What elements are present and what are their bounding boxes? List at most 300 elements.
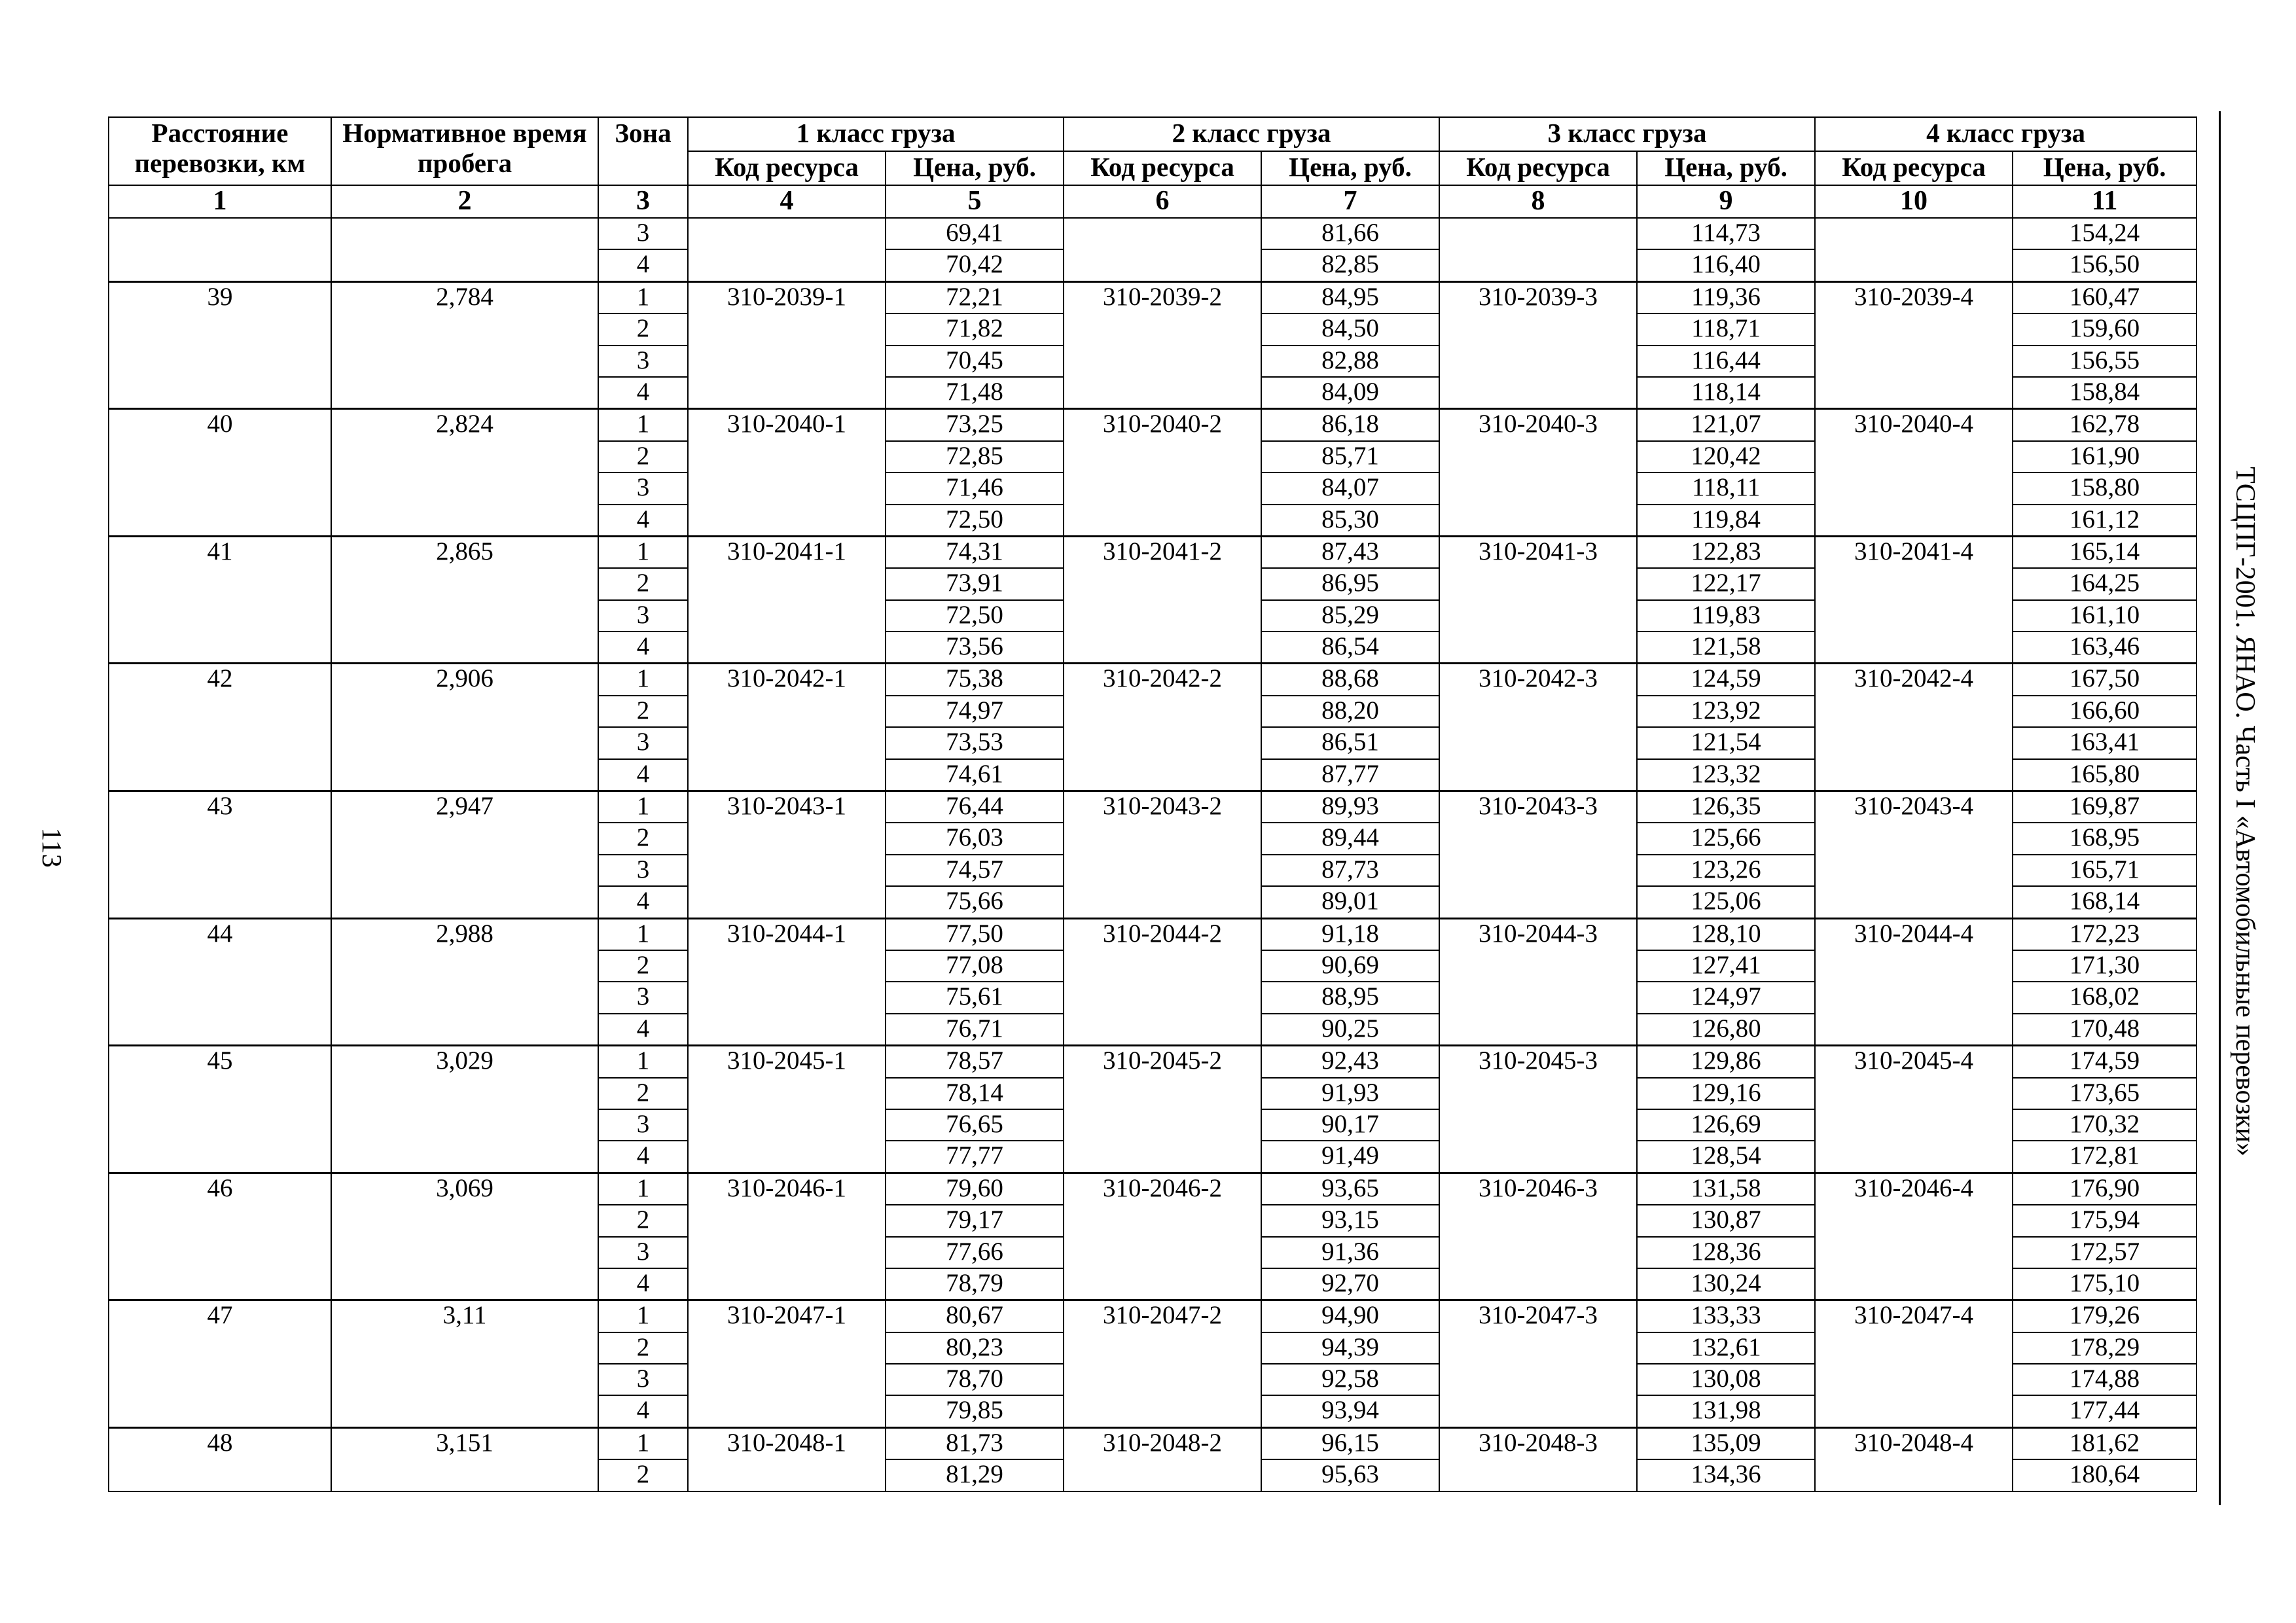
table-body (109, 218, 2197, 1491)
price-cell: 71,82 (886, 313, 1064, 345)
column-number-row (109, 185, 2197, 218)
time-cell: 2,988 (331, 918, 598, 1046)
table-header (109, 117, 2197, 218)
price-cell: 74,57 (886, 855, 1064, 886)
resource-code-cell: 310-2046-4 (1815, 1173, 2013, 1300)
code-cell (1815, 218, 2013, 281)
price-cell: 73,56 (886, 632, 1064, 664)
distance-cell: 46 (109, 1173, 331, 1300)
resource-code-cell: 310-2045-1 (688, 1046, 886, 1173)
zone-cell: 3 (598, 1237, 688, 1268)
price-cell: 126,35 (1637, 791, 1815, 823)
price-cell: 165,14 (2013, 536, 2197, 568)
zone-cell: 1 (598, 918, 688, 950)
distance-cell: 40 (109, 409, 331, 537)
price-cell: 124,97 (1637, 982, 1815, 1013)
table-row (109, 664, 2197, 696)
price-cell: 75,38 (886, 664, 1064, 696)
price-cell: 174,88 (2013, 1364, 2197, 1395)
time-cell: 3,069 (331, 1173, 598, 1300)
price-cell: 170,32 (2013, 1109, 2197, 1141)
price-cell: 70,42 (886, 249, 1064, 281)
zone-cell: 4 (598, 632, 688, 664)
distance-cell: 41 (109, 536, 331, 664)
price-cell: 79,17 (886, 1205, 1064, 1236)
price-cell: 130,87 (1637, 1205, 1815, 1236)
header-class-4: 4 класс груза (1815, 117, 2197, 151)
resource-code-cell: 310-2045-3 (1439, 1046, 1637, 1173)
distance-cell: 45 (109, 1046, 331, 1173)
zone-cell: 4 (598, 1141, 688, 1173)
header-code: Код ресурса (1815, 151, 2013, 185)
price-cell: 165,80 (2013, 759, 2197, 791)
distance-cell: 47 (109, 1300, 331, 1428)
price-cell: 180,64 (2013, 1459, 2197, 1491)
price-cell: 134,36 (1637, 1459, 1815, 1491)
time-cell: 2,824 (331, 409, 598, 537)
price-cell: 116,44 (1637, 346, 1815, 377)
distance-cell: 43 (109, 791, 331, 919)
price-cell: 126,80 (1637, 1014, 1815, 1046)
price-cell: 93,94 (1261, 1395, 1439, 1427)
price-cell: 82,85 (1261, 249, 1439, 281)
time-cell (331, 218, 598, 281)
zone-cell: 1 (598, 664, 688, 696)
table-row (109, 409, 2197, 441)
code-cell (1439, 218, 1637, 281)
price-cell: 123,92 (1637, 696, 1815, 727)
price-cell: 81,29 (886, 1459, 1064, 1491)
zone-cell: 2 (598, 823, 688, 854)
price-cell: 167,50 (2013, 664, 2197, 696)
price-cell: 119,83 (1637, 600, 1815, 632)
zone-cell: 2 (598, 1078, 688, 1109)
zone-cell: 3 (598, 473, 688, 504)
side-divider-line (2219, 111, 2221, 1505)
price-cell: 129,86 (1637, 1046, 1815, 1078)
price-cell: 71,46 (886, 473, 1064, 504)
price-cell: 170,48 (2013, 1014, 2197, 1046)
resource-code-cell: 310-2041-1 (688, 536, 886, 664)
price-cell: 86,51 (1261, 727, 1439, 758)
resource-code-cell: 310-2043-4 (1815, 791, 2013, 919)
resource-code-cell: 310-2047-3 (1439, 1300, 1637, 1428)
price-cell: 93,15 (1261, 1205, 1439, 1236)
header-class-2: 2 класс груза (1064, 117, 1439, 151)
zone-cell: 1 (598, 1300, 688, 1332)
price-cell: 90,17 (1261, 1109, 1439, 1141)
price-cell: 172,23 (2013, 918, 2197, 950)
resource-code-cell: 310-2046-3 (1439, 1173, 1637, 1300)
price-cell: 118,14 (1637, 377, 1815, 409)
price-cell: 165,71 (2013, 855, 2197, 886)
price-cell: 90,69 (1261, 950, 1439, 982)
resource-code-cell: 310-2044-3 (1439, 918, 1637, 1046)
zone-cell: 2 (598, 568, 688, 599)
price-cell: 163,46 (2013, 632, 2197, 664)
price-cell: 89,93 (1261, 791, 1439, 823)
header-zone: Зона (598, 117, 688, 185)
price-cell: 81,66 (1261, 218, 1439, 249)
zone-cell: 2 (598, 1459, 688, 1491)
price-cell: 87,43 (1261, 536, 1439, 568)
price-cell: 176,90 (2013, 1173, 2197, 1205)
column-number: 9 (1637, 185, 1815, 218)
time-cell: 3,151 (331, 1427, 598, 1491)
page-number: 113 (36, 827, 66, 868)
code-cell (1064, 218, 1261, 281)
resource-code-cell: 310-2047-2 (1064, 1300, 1261, 1428)
resource-code-cell: 310-2048-3 (1439, 1427, 1637, 1491)
price-cell: 175,94 (2013, 1205, 2197, 1236)
time-cell: 3,11 (331, 1300, 598, 1428)
price-cell: 88,95 (1261, 982, 1439, 1013)
time-cell: 2,906 (331, 664, 598, 791)
price-cell: 95,63 (1261, 1459, 1439, 1491)
price-cell: 90,25 (1261, 1014, 1439, 1046)
table-row (109, 791, 2197, 823)
price-cell: 84,95 (1261, 281, 1439, 313)
price-cell: 71,48 (886, 377, 1064, 409)
price-cell: 130,08 (1637, 1364, 1815, 1395)
price-cell: 89,01 (1261, 886, 1439, 918)
price-cell: 164,25 (2013, 568, 2197, 599)
resource-code-cell: 310-2041-3 (1439, 536, 1637, 664)
price-cell: 161,10 (2013, 600, 2197, 632)
resource-code-cell: 310-2044-2 (1064, 918, 1261, 1046)
zone-cell: 3 (598, 855, 688, 886)
zone-cell: 2 (598, 950, 688, 982)
price-cell: 174,59 (2013, 1046, 2197, 1078)
price-cell: 76,71 (886, 1014, 1064, 1046)
price-cell: 85,30 (1261, 505, 1439, 537)
price-cell: 121,58 (1637, 632, 1815, 664)
price-cell: 128,54 (1637, 1141, 1815, 1173)
table-row (109, 1427, 2197, 1459)
table-row (109, 281, 2197, 313)
price-cell: 120,42 (1637, 441, 1815, 473)
price-cell: 82,88 (1261, 346, 1439, 377)
price-cell: 114,73 (1637, 218, 1815, 249)
resource-code-cell: 310-2040-3 (1439, 409, 1637, 537)
zone-cell: 1 (598, 1046, 688, 1078)
zone-cell: 2 (598, 441, 688, 473)
price-cell: 73,91 (886, 568, 1064, 599)
zone-cell: 1 (598, 536, 688, 568)
price-cell: 69,41 (886, 218, 1064, 249)
price-cell: 118,11 (1637, 473, 1815, 504)
time-cell: 2,865 (331, 536, 598, 664)
price-cell: 81,73 (886, 1427, 1064, 1459)
price-cell: 125,06 (1637, 886, 1815, 918)
column-number: 8 (1439, 185, 1637, 218)
zone-cell: 1 (598, 281, 688, 313)
resource-code-cell: 310-2045-4 (1815, 1046, 2013, 1173)
price-cell: 172,81 (2013, 1141, 2197, 1173)
price-cell: 132,61 (1637, 1332, 1815, 1364)
price-cell: 163,41 (2013, 727, 2197, 758)
price-cell: 80,67 (886, 1300, 1064, 1332)
price-cell: 92,43 (1261, 1046, 1439, 1078)
price-cell: 168,02 (2013, 982, 2197, 1013)
price-cell: 75,61 (886, 982, 1064, 1013)
header-price: Цена, руб. (886, 151, 1064, 185)
resource-code-cell: 310-2040-4 (1815, 409, 2013, 537)
price-cell: 72,21 (886, 281, 1064, 313)
price-cell: 181,62 (2013, 1427, 2197, 1459)
table-row (109, 1300, 2197, 1332)
column-number: 2 (331, 185, 598, 218)
document-side-title: ТСЦПГ-2001. ЯНАО. Часть I «Автомобильные перевозки» (2230, 467, 2260, 1156)
distance-cell: 39 (109, 281, 331, 409)
table-row (109, 918, 2197, 950)
price-cell: 179,26 (2013, 1300, 2197, 1332)
column-number: 7 (1261, 185, 1439, 218)
table-row (109, 1173, 2197, 1205)
time-cell: 3,029 (331, 1046, 598, 1173)
price-cell: 94,90 (1261, 1300, 1439, 1332)
column-number: 11 (2013, 185, 2197, 218)
resource-code-cell: 310-2040-1 (688, 409, 886, 537)
price-cell: 74,31 (886, 536, 1064, 568)
price-cell: 126,69 (1637, 1109, 1815, 1141)
zone-cell: 3 (598, 346, 688, 377)
header-distance: Расстояние перевозки, км (109, 117, 331, 185)
price-cell: 123,26 (1637, 855, 1815, 886)
column-number: 3 (598, 185, 688, 218)
price-cell: 86,18 (1261, 409, 1439, 441)
table-row (109, 218, 2197, 249)
zone-cell: 4 (598, 377, 688, 409)
zone-cell: 3 (598, 727, 688, 758)
zone-cell: 2 (598, 696, 688, 727)
price-cell: 91,49 (1261, 1141, 1439, 1173)
header-class-1: 1 класс груза (688, 117, 1064, 151)
price-cell: 166,60 (2013, 696, 2197, 727)
table-row (109, 1046, 2197, 1078)
zone-cell: 4 (598, 886, 688, 918)
zone-cell: 3 (598, 1364, 688, 1395)
zone-cell: 4 (598, 1268, 688, 1300)
price-cell: 84,07 (1261, 473, 1439, 504)
resource-code-cell: 310-2046-2 (1064, 1173, 1261, 1300)
time-cell: 2,784 (331, 281, 598, 409)
resource-code-cell: 310-2048-1 (688, 1427, 886, 1491)
price-cell: 118,71 (1637, 313, 1815, 345)
price-cell: 78,79 (886, 1268, 1064, 1300)
zone-cell: 1 (598, 409, 688, 441)
zone-cell: 1 (598, 1427, 688, 1459)
resource-code-cell: 310-2039-2 (1064, 281, 1261, 409)
price-cell: 78,70 (886, 1364, 1064, 1395)
column-number: 5 (886, 185, 1064, 218)
price-cell: 72,50 (886, 505, 1064, 537)
price-cell: 80,23 (886, 1332, 1064, 1364)
zone-cell: 1 (598, 1173, 688, 1205)
zone-cell: 4 (598, 249, 688, 281)
price-cell: 85,71 (1261, 441, 1439, 473)
header-code: Код ресурса (1064, 151, 1261, 185)
price-cell: 156,50 (2013, 249, 2197, 281)
price-cell: 168,95 (2013, 823, 2197, 854)
price-cell: 173,65 (2013, 1078, 2197, 1109)
resource-code-cell: 310-2048-4 (1815, 1427, 2013, 1491)
resource-code-cell: 310-2047-1 (688, 1300, 886, 1428)
resource-code-cell: 310-2047-4 (1815, 1300, 2013, 1428)
resource-code-cell: 310-2044-4 (1815, 918, 2013, 1046)
resource-code-cell: 310-2042-3 (1439, 664, 1637, 791)
price-cell: 76,65 (886, 1109, 1064, 1141)
price-cell: 131,58 (1637, 1173, 1815, 1205)
price-cell: 123,32 (1637, 759, 1815, 791)
resource-code-cell: 310-2048-2 (1064, 1427, 1261, 1491)
header-time: Нормативное время пробега (331, 117, 598, 185)
resource-code-cell: 310-2046-1 (688, 1173, 886, 1300)
price-cell: 91,36 (1261, 1237, 1439, 1268)
resource-code-cell: 310-2040-2 (1064, 409, 1261, 537)
zone-cell: 2 (598, 1332, 688, 1364)
distance-cell (109, 218, 331, 281)
resource-code-cell: 310-2044-1 (688, 918, 886, 1046)
distance-cell: 48 (109, 1427, 331, 1491)
zone-cell: 4 (598, 759, 688, 791)
header-code: Код ресурса (688, 151, 886, 185)
resource-code-cell: 310-2043-3 (1439, 791, 1637, 919)
header-price: Цена, руб. (2013, 151, 2197, 185)
price-cell: 91,18 (1261, 918, 1439, 950)
price-cell: 92,58 (1261, 1364, 1439, 1395)
price-cell: 77,08 (886, 950, 1064, 982)
price-cell: 79,60 (886, 1173, 1064, 1205)
price-cell: 75,66 (886, 886, 1064, 918)
price-cell: 161,90 (2013, 441, 2197, 473)
price-cell: 121,54 (1637, 727, 1815, 758)
resource-code-cell: 310-2039-4 (1815, 281, 2013, 409)
price-cell: 116,40 (1637, 249, 1815, 281)
zone-cell: 2 (598, 313, 688, 345)
zone-cell: 4 (598, 1395, 688, 1427)
price-cell: 96,15 (1261, 1427, 1439, 1459)
price-cell: 73,53 (886, 727, 1064, 758)
price-cell: 89,44 (1261, 823, 1439, 854)
price-cell: 77,77 (886, 1141, 1064, 1173)
header-class-3: 3 класс груза (1439, 117, 1815, 151)
distance-cell: 42 (109, 664, 331, 791)
price-cell: 74,61 (886, 759, 1064, 791)
price-cell: 128,36 (1637, 1237, 1815, 1268)
tariff-table (108, 116, 2197, 1492)
header-code: Код ресурса (1439, 151, 1637, 185)
price-cell: 77,66 (886, 1237, 1064, 1268)
zone-cell: 3 (598, 218, 688, 249)
price-cell: 122,17 (1637, 568, 1815, 599)
zone-cell: 3 (598, 1109, 688, 1141)
column-number: 1 (109, 185, 331, 218)
resource-code-cell: 310-2045-2 (1064, 1046, 1261, 1173)
price-cell: 125,66 (1637, 823, 1815, 854)
price-cell: 73,25 (886, 409, 1064, 441)
price-cell: 156,55 (2013, 346, 2197, 377)
distance-cell: 44 (109, 918, 331, 1046)
price-cell: 154,24 (2013, 218, 2197, 249)
price-cell: 175,10 (2013, 1268, 2197, 1300)
price-cell: 133,33 (1637, 1300, 1815, 1332)
resource-code-cell: 310-2043-2 (1064, 791, 1261, 919)
price-cell: 88,68 (1261, 664, 1439, 696)
price-cell: 158,84 (2013, 377, 2197, 409)
price-cell: 87,73 (1261, 855, 1439, 886)
price-cell: 162,78 (2013, 409, 2197, 441)
zone-cell: 2 (598, 1205, 688, 1236)
zone-cell: 4 (598, 1014, 688, 1046)
resource-code-cell: 310-2042-1 (688, 664, 886, 791)
column-number: 10 (1815, 185, 2013, 218)
price-cell: 74,97 (886, 696, 1064, 727)
price-cell: 88,20 (1261, 696, 1439, 727)
price-cell: 70,45 (886, 346, 1064, 377)
price-cell: 119,84 (1637, 505, 1815, 537)
zone-cell: 3 (598, 600, 688, 632)
table-row (109, 536, 2197, 568)
resource-code-cell: 310-2042-2 (1064, 664, 1261, 791)
price-cell: 76,44 (886, 791, 1064, 823)
price-cell: 131,98 (1637, 1395, 1815, 1427)
price-cell: 171,30 (2013, 950, 2197, 982)
price-cell: 168,14 (2013, 886, 2197, 918)
price-cell: 84,09 (1261, 377, 1439, 409)
price-cell: 86,54 (1261, 632, 1439, 664)
price-cell: 79,85 (886, 1395, 1064, 1427)
resource-code-cell: 310-2042-4 (1815, 664, 2013, 791)
zone-cell: 3 (598, 982, 688, 1013)
price-cell: 160,47 (2013, 281, 2197, 313)
price-cell: 93,65 (1261, 1173, 1439, 1205)
header-price: Цена, руб. (1261, 151, 1439, 185)
code-cell (688, 218, 886, 281)
price-cell: 130,24 (1637, 1268, 1815, 1300)
zone-cell: 4 (598, 505, 688, 537)
price-cell: 178,29 (2013, 1332, 2197, 1364)
price-cell: 161,12 (2013, 505, 2197, 537)
resource-code-cell: 310-2039-3 (1439, 281, 1637, 409)
price-cell: 72,85 (886, 441, 1064, 473)
header-price: Цена, руб. (1637, 151, 1815, 185)
column-number: 4 (688, 185, 886, 218)
price-cell: 158,80 (2013, 473, 2197, 504)
resource-code-cell: 310-2041-2 (1064, 536, 1261, 664)
price-cell: 121,07 (1637, 409, 1815, 441)
time-cell: 2,947 (331, 791, 598, 919)
price-cell: 87,77 (1261, 759, 1439, 791)
price-cell: 85,29 (1261, 600, 1439, 632)
price-cell: 86,95 (1261, 568, 1439, 599)
zone-cell: 1 (598, 791, 688, 823)
price-cell: 91,93 (1261, 1078, 1439, 1109)
price-cell: 128,10 (1637, 918, 1815, 950)
price-cell: 92,70 (1261, 1268, 1439, 1300)
price-cell: 76,03 (886, 823, 1064, 854)
price-cell: 172,57 (2013, 1237, 2197, 1268)
price-cell: 119,36 (1637, 281, 1815, 313)
price-cell: 169,87 (2013, 791, 2197, 823)
price-cell: 78,14 (886, 1078, 1064, 1109)
price-cell: 122,83 (1637, 536, 1815, 568)
price-cell: 84,50 (1261, 313, 1439, 345)
price-cell: 135,09 (1637, 1427, 1815, 1459)
price-cell: 159,60 (2013, 313, 2197, 345)
resource-code-cell: 310-2039-1 (688, 281, 886, 409)
resource-code-cell: 310-2041-4 (1815, 536, 2013, 664)
